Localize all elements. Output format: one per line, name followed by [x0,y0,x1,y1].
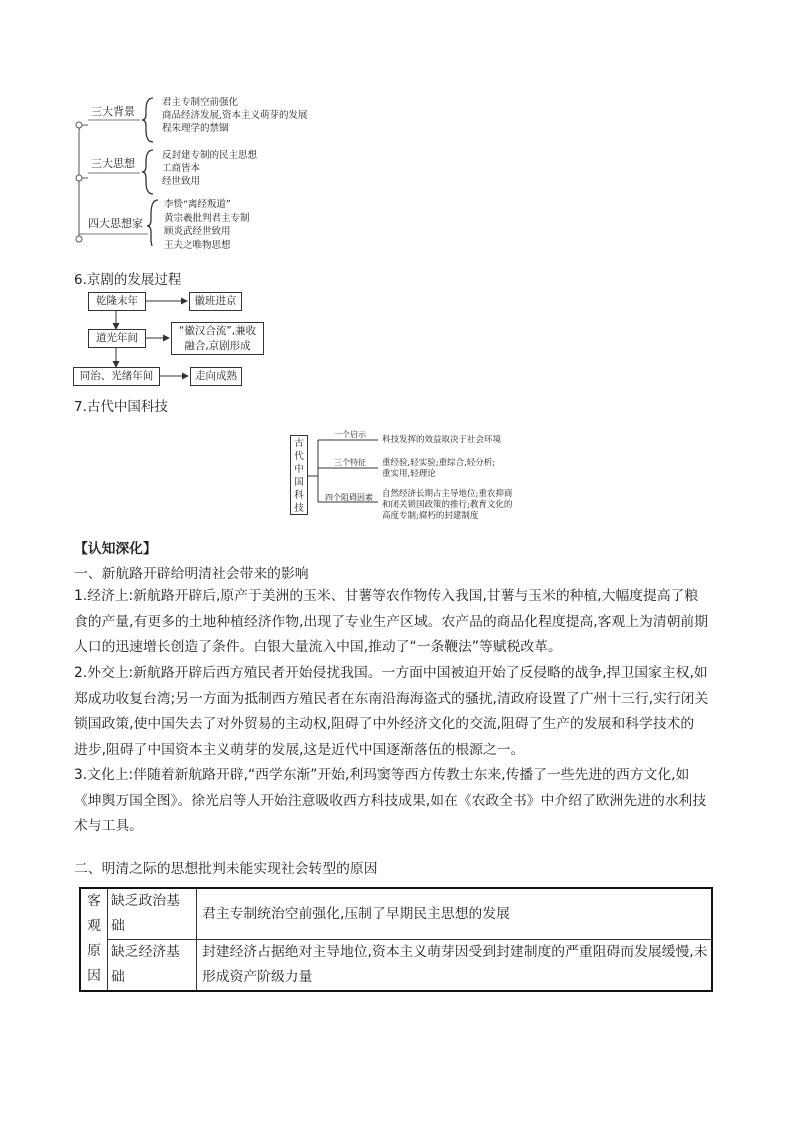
group-label-thoughts: 三大思想 [91,157,135,170]
thinker-items [164,198,250,252]
table-row [80,940,712,992]
desc-economic: 封建经济占据绝对主导地位,资本主义萌芽因受到封建制度的严重阻碍而发展缓慢,未 形成资产阶级力量 [197,940,713,992]
list-item: 黄宗羲批判君主专制 [164,212,250,224]
box-huihan: “徽汉合流”,兼收 融合,京剧形成 [171,322,264,355]
branch-text-features: 重经验,轻实验;重综合,轻分析; 重实用,轻理论 [382,458,496,479]
list-item: 李贽“离经叛道” [164,199,231,210]
group-label-thinkers: 四大思想家 [88,217,143,230]
thought-items [162,149,257,188]
background-items [162,96,308,135]
branch-label-obstacles: 四个阻碍因素 [325,493,373,502]
list-item: 工商皆本 [162,163,201,174]
box-chengshu: 走向成熟 [190,367,242,386]
part1-title: 一、新航路开辟给明清社会带来的影响 [74,566,309,582]
list-item: 商品经济发展,资本主义萌芽的发展 [162,110,308,121]
part2-title: 二、明清之际的思想批判未能实现社会转型的原因 [74,861,378,877]
paragraph-culture: 3.文化上:伴随着新航路开辟,“西学东渐”开始,利玛窦等西方传教士东来,传播了一些先进的西方文化,如 《坤舆万国全图》。徐光启等人开始注意吸收西方科技成果,如在《农政全书》中介绍了欧洲先进的水利技 术与工具。 [74,767,707,834]
box-daoguang: 道光年间 [88,329,146,348]
factor-economic: 缺乏经济基 础 [108,940,197,992]
list-item: 顾炎武经世致用 [164,226,231,237]
section-7-heading: 7.古代中国科技 [74,399,168,415]
list-item: 反封建专制的民主思想 [162,150,258,161]
objective-reasons-cell: 客 观 原 因 [80,888,108,991]
list-item: 王夫之唯物思想 [164,239,231,251]
desc-political: 君主专制统治空前强化,压制了早期民主思想的发展 [197,888,713,940]
factor-political: 缺乏政治基 础 [108,888,197,940]
box-tongzhi: 同治、光绪年间 [73,367,160,386]
paragraph-economy: 1.经济上:新航路开辟后,原产于美洲的玉米、甘薯等农作物传入我国,甘薯与玉米的种植,大幅度提高了粮 食的产量,有更多的土地种植经济作物,出现了专业生产区域。农产品的商品化程度提高,客观上为清朝前期 人口的迅速增长创造了条件。白银大量流入中国,推动了“一条鞭法”等赋税改革。 [74,588,709,655]
branch-label-insight: 一个启示 [334,430,366,439]
list-item: 程朱理学的禁锢 [162,123,229,134]
deepen-title: 【认知深化】 [74,541,157,557]
branch-text-obstacles: 自然经济长期占主导地位;重农抑商 和闭关锁国政策的推行;教育文化的 高度专制;腐朽的封建制度 [382,489,513,521]
table-row [80,888,712,940]
list-item: 经世致用 [162,176,201,187]
branch-label-features: 三个特征 [334,458,366,467]
science-root-box: 古 代 中 国 科 技 [290,435,308,515]
section-6-heading: 6.京剧的发展过程 [74,272,182,288]
box-qianlong: 乾隆末年 [88,292,146,311]
group-label-background: 三大背景 [91,105,135,118]
box-huiban: 徽班进京 [189,292,242,311]
paragraph-diplomacy: 2.外交上:新航路开辟后西方殖民者开始侵扰我国。一方面中国被迫开始了反侵略的战争,捍卫国家主权,如 郑成功收复台湾;另一方面为抵制西方殖民者在东南沿海海盗式的骚扰,清政府设置了广州十三行,实行闭关 锁国政策,使中国失去了对外贸易的主动权,阻碍了中外经济文化的交流,阻碍了生产的发展和科学技术的 进步,阻碍了中国资本主义萌芽的发展,这是近代中国逐渐落伍的根源之一。 [74,665,709,758]
list-item: 君主专制空前强化 [162,97,239,108]
reasons-table [79,887,713,992]
branch-text-insight: 科技发挥的效益取决于社会环境 [382,435,502,445]
